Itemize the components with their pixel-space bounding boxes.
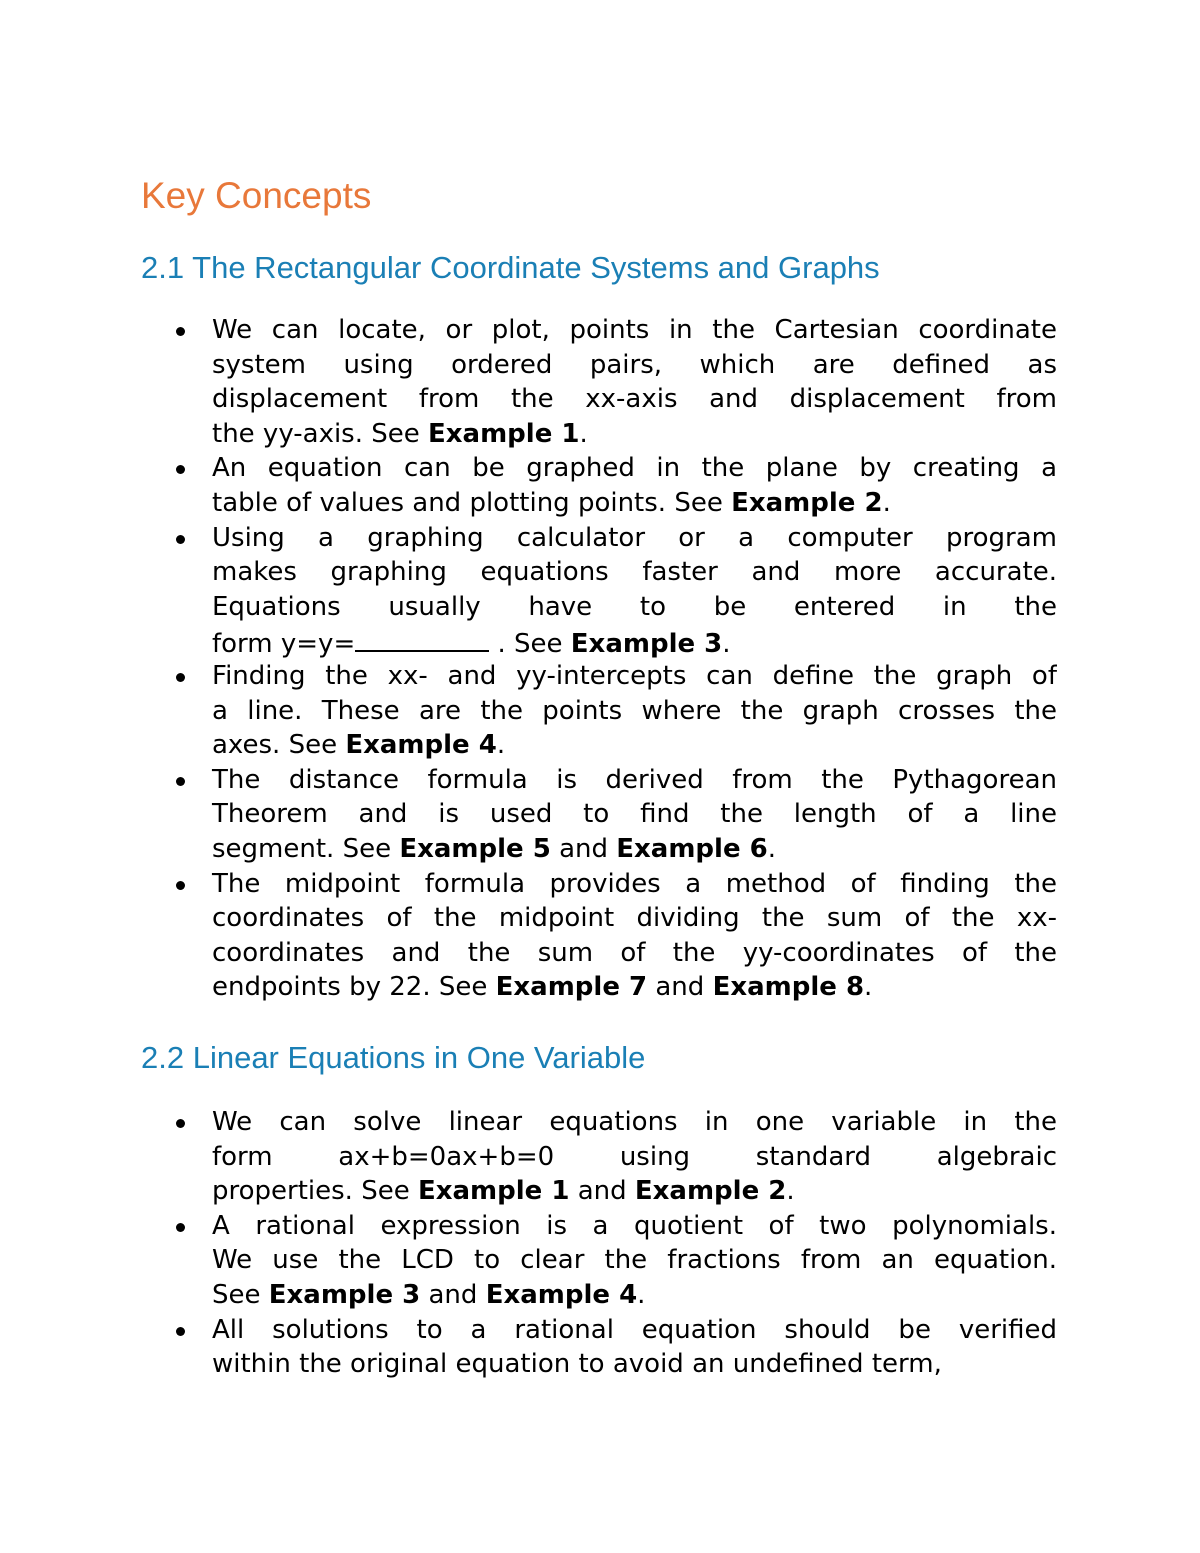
list-item xyxy=(0,867,1200,1005)
text-run: A rational expression is a quotient of two polynomials. xyxy=(212,1210,1057,1241)
text-line xyxy=(0,1105,1057,1140)
text-run: . See xyxy=(489,629,571,659)
example-reference: Example 4 xyxy=(345,730,497,761)
text-run: . xyxy=(496,730,506,761)
text-line xyxy=(0,936,1057,971)
text-run: See xyxy=(212,1279,269,1310)
section-heading-2-1: 2.1 The Rectangular Coordinate Systems and Graphs xyxy=(141,250,880,285)
text-run: coordinates of the midpoint dividing the sum of the xx- xyxy=(212,903,1057,934)
text-line xyxy=(0,521,1057,556)
list-item xyxy=(0,1105,1200,1209)
text-run: We can locate, or plot, points in the Cartesian coordinate xyxy=(212,315,1057,345)
text-run: segment. See xyxy=(212,833,400,864)
list-item xyxy=(0,313,1200,451)
text-line xyxy=(0,348,1057,383)
text-line xyxy=(0,1347,1057,1382)
text-run: and xyxy=(420,1279,486,1310)
text-run: All solutions to a rational equation should be verified xyxy=(212,1314,1057,1345)
text-run: within the original equation to avoid an undefined term, xyxy=(212,1349,942,1380)
text-run: Using a graphing calculator or a computer program xyxy=(212,522,1057,553)
bullet-icon xyxy=(176,327,185,336)
text-run: form ax+b=0ax+b=0 using standard algebraic xyxy=(212,1141,1057,1172)
example-reference: Example 1 xyxy=(428,418,580,449)
example-reference: Example 4 xyxy=(485,1279,638,1310)
example-reference: Example 5 xyxy=(399,833,551,864)
example-reference: Example 2 xyxy=(731,487,883,518)
example-reference: Example 3 xyxy=(268,1279,421,1310)
text-line xyxy=(0,1313,1057,1348)
text-line xyxy=(0,382,1057,417)
text-line xyxy=(0,797,1057,832)
bullet-list-2-2 xyxy=(0,1105,1200,1382)
bullet-icon xyxy=(176,535,185,544)
text-run: The distance formula is derived from the Pythagorean xyxy=(212,764,1057,795)
text-line xyxy=(0,728,1057,763)
text-run: coordinates and the sum of the yy-coordinates of the xyxy=(212,937,1057,968)
text-run: form y=y= xyxy=(212,629,356,659)
text-line xyxy=(0,1209,1057,1244)
example-reference: Example 8 xyxy=(712,972,865,1003)
example-reference: Example 2 xyxy=(634,1176,787,1207)
answer-blank xyxy=(355,624,489,652)
example-reference: Example 1 xyxy=(417,1176,570,1207)
bullet-icon xyxy=(176,1119,185,1128)
text-run: Finding the xx- and yy-intercepts can define the graph of xyxy=(212,660,1057,691)
text-run: . xyxy=(579,418,588,449)
bullet-list-2-1 xyxy=(0,313,1200,1005)
text-run: makes graphing equations faster and more accurate. xyxy=(212,557,1057,588)
bullet-icon xyxy=(176,1327,185,1336)
text-line xyxy=(0,659,1057,694)
text-run: Theorem and is used to find the length of a line xyxy=(212,799,1057,830)
text-run: a line. These are the points where the graph crosses the xyxy=(212,695,1057,726)
bullet-icon xyxy=(176,673,185,682)
text-run: . xyxy=(767,833,776,864)
text-run: displacement from the xx-axis and displacement from xyxy=(212,384,1057,415)
text-run: We use the LCD to clear the fractions from an equation. xyxy=(212,1245,1057,1276)
text-run: . xyxy=(637,1279,646,1310)
bullet-icon xyxy=(176,881,185,890)
text-line xyxy=(0,555,1057,590)
text-line xyxy=(0,970,1057,1005)
text-run: . xyxy=(864,972,873,1003)
bullet-icon xyxy=(176,1223,185,1232)
text-run: . xyxy=(722,629,731,659)
text-run: and xyxy=(550,833,617,864)
text-run: endpoints by 22. See xyxy=(212,972,496,1003)
list-item xyxy=(0,521,1200,659)
text-line xyxy=(0,763,1057,798)
text-line xyxy=(0,1140,1057,1175)
text-line xyxy=(0,694,1057,729)
example-reference: Example 7 xyxy=(495,972,648,1003)
text-line xyxy=(0,901,1057,936)
text-line xyxy=(0,451,1057,486)
text-line xyxy=(0,832,1057,867)
page-title: Key Concepts xyxy=(141,175,372,216)
example-reference: Example 3 xyxy=(570,629,723,659)
list-item xyxy=(0,451,1200,520)
list-item xyxy=(0,1209,1200,1313)
text-line xyxy=(0,624,1057,659)
example-reference: Example 6 xyxy=(616,833,768,864)
text-run: axes. See xyxy=(212,730,346,761)
section-heading-2-2: 2.2 Linear Equations in One Variable xyxy=(141,1040,646,1075)
text-run: An equation can be graphed in the plane by creating a xyxy=(212,453,1057,484)
list-item xyxy=(0,1313,1200,1382)
text-line xyxy=(0,1174,1057,1209)
text-line xyxy=(0,1278,1057,1313)
text-run: The midpoint formula provides a method of finding the xyxy=(212,868,1057,899)
text-line xyxy=(0,1243,1057,1278)
text-run: Equations usually have to be entered in the xyxy=(212,591,1057,622)
text-line xyxy=(0,486,1057,521)
list-item xyxy=(0,763,1200,867)
text-run: and xyxy=(569,1176,635,1207)
text-line xyxy=(0,867,1057,902)
list-item xyxy=(0,659,1200,763)
text-run: and xyxy=(647,972,713,1003)
text-run: properties. See xyxy=(212,1176,418,1207)
text-run: . xyxy=(882,487,891,518)
text-run: system using ordered pairs, which are defined as xyxy=(212,349,1057,380)
text-run: . xyxy=(786,1176,795,1207)
text-line xyxy=(0,590,1057,625)
text-line xyxy=(0,313,1057,348)
text-run: table of values and plotting points. See xyxy=(212,487,732,518)
text-line xyxy=(0,417,1057,452)
bullet-icon xyxy=(176,777,185,786)
text-run: We can solve linear equations in one variable in the xyxy=(212,1107,1057,1137)
text-run: the yy-axis. See xyxy=(212,418,429,449)
